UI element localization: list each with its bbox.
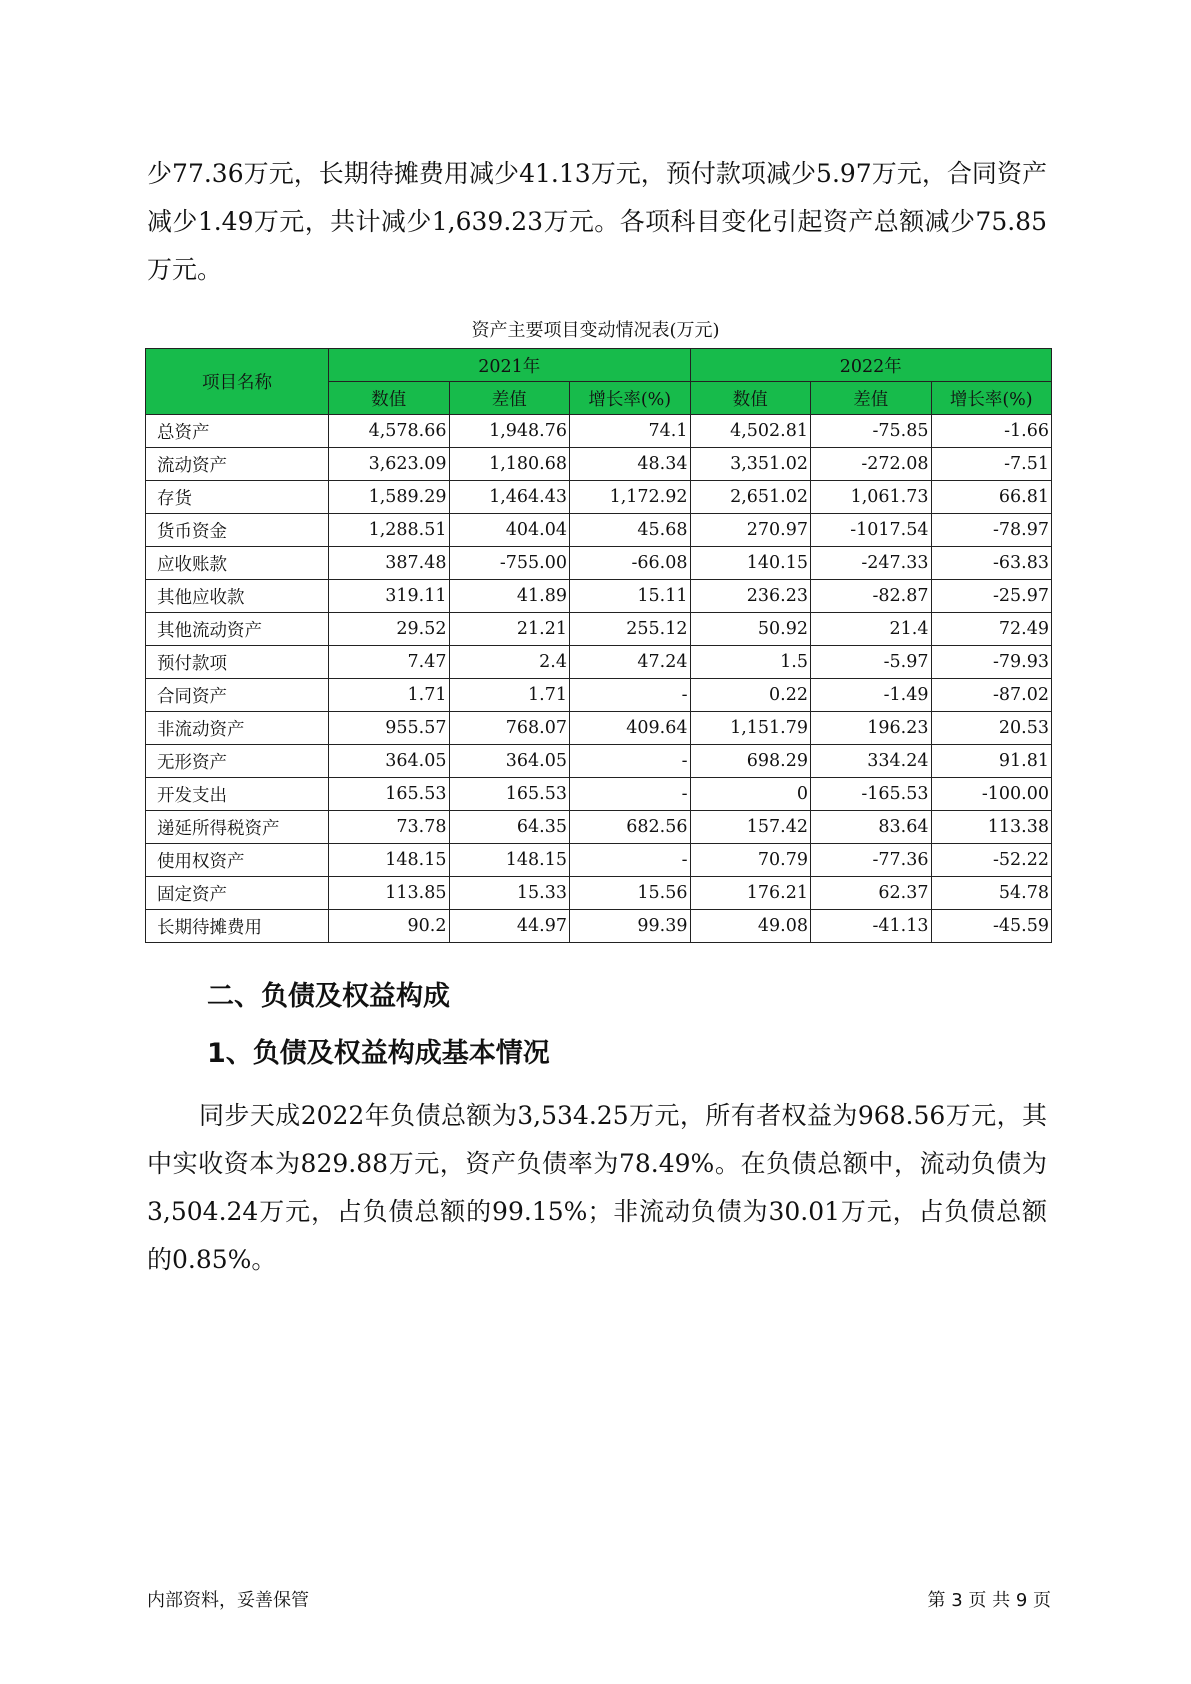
row-item-name: 货币资金 [146, 514, 329, 547]
row-value-cell: 72.49 [931, 613, 1052, 646]
subsection-heading: 1、负债及权益构成基本情况 [207, 1038, 550, 1069]
subheader-growth-2022: 增长率(%) [931, 382, 1052, 415]
row-value-cell: 364.05 [329, 745, 450, 778]
row-value-cell: -77.36 [811, 844, 932, 877]
row-item-name: 其他流动资产 [146, 613, 329, 646]
row-value-cell: 15.33 [449, 877, 570, 910]
row-value-cell: 21.4 [811, 613, 932, 646]
row-value-cell: - [570, 679, 691, 712]
row-value-cell: 270.97 [690, 514, 811, 547]
table-row [146, 844, 1052, 877]
row-value-cell: 157.42 [690, 811, 811, 844]
row-item-name: 开发支出 [146, 778, 329, 811]
row-value-cell: - [570, 844, 691, 877]
row-value-cell: 62.37 [811, 877, 932, 910]
row-value-cell: 0.22 [690, 679, 811, 712]
row-item-name: 合同资产 [146, 679, 329, 712]
row-item-name: 存货 [146, 481, 329, 514]
row-item-name: 使用权资产 [146, 844, 329, 877]
row-value-cell: -7.51 [931, 448, 1052, 481]
row-value-cell: 91.81 [931, 745, 1052, 778]
row-item-name: 递延所得税资产 [146, 811, 329, 844]
section-heading: 二、负债及权益构成 [207, 981, 450, 1012]
table-row [146, 811, 1052, 844]
row-item-name: 应收账款 [146, 547, 329, 580]
row-value-cell: 1.5 [690, 646, 811, 679]
table-row [146, 415, 1052, 448]
row-value-cell: 83.64 [811, 811, 932, 844]
row-value-cell: 48.34 [570, 448, 691, 481]
subheader-growth-2021: 增长率(%) [570, 382, 691, 415]
table-row [146, 679, 1052, 712]
row-value-cell: -63.83 [931, 547, 1052, 580]
row-value-cell: 1,464.43 [449, 481, 570, 514]
row-item-name: 其他应收款 [146, 580, 329, 613]
header-item-name: 项目名称 [146, 349, 329, 415]
row-item-name: 非流动资产 [146, 712, 329, 745]
asset-change-table [145, 348, 1052, 943]
table-row [146, 580, 1052, 613]
row-value-cell: 768.07 [449, 712, 570, 745]
table-row [146, 448, 1052, 481]
row-value-cell: 7.47 [329, 646, 450, 679]
table-row [146, 514, 1052, 547]
row-value-cell: 3,351.02 [690, 448, 811, 481]
row-value-cell: 73.78 [329, 811, 450, 844]
row-value-cell: -79.93 [931, 646, 1052, 679]
row-value-cell: 66.81 [931, 481, 1052, 514]
row-item-name: 流动资产 [146, 448, 329, 481]
row-item-name: 预付款项 [146, 646, 329, 679]
row-value-cell: -66.08 [570, 547, 691, 580]
row-value-cell: -5.97 [811, 646, 932, 679]
row-value-cell: 113.38 [931, 811, 1052, 844]
row-value-cell: 319.11 [329, 580, 450, 613]
row-value-cell: 148.15 [449, 844, 570, 877]
row-value-cell: 196.23 [811, 712, 932, 745]
row-value-cell: 2.4 [449, 646, 570, 679]
row-value-cell: 1.71 [329, 679, 450, 712]
row-value-cell: 47.24 [570, 646, 691, 679]
row-value-cell: 682.56 [570, 811, 691, 844]
row-value-cell: 1,172.92 [570, 481, 691, 514]
row-value-cell: 1,948.76 [449, 415, 570, 448]
row-value-cell: -78.97 [931, 514, 1052, 547]
table-row [146, 712, 1052, 745]
table-row [146, 745, 1052, 778]
intro-paragraph: 少77.36万元，长期待摊费用减少41.13万元，预付款项减少5.97万元，合同资产减少1.49万元，共计减少1,639.23万元。各项科目变化引起资产总额减少75.85万元。 [147, 159, 1047, 284]
row-value-cell: 1.71 [449, 679, 570, 712]
row-value-cell: -272.08 [811, 448, 932, 481]
row-value-cell: -82.87 [811, 580, 932, 613]
row-value-cell: 49.08 [690, 910, 811, 943]
row-value-cell: 2,651.02 [690, 481, 811, 514]
row-value-cell: -1017.54 [811, 514, 932, 547]
footer-confidential-note: 内部资料，妥善保管 [147, 1590, 309, 1611]
row-value-cell: 955.57 [329, 712, 450, 745]
row-value-cell: 334.24 [811, 745, 932, 778]
row-value-cell: 99.39 [570, 910, 691, 943]
row-value-cell: 255.12 [570, 613, 691, 646]
table-caption: 资产主要项目变动情况表(万元) [471, 320, 720, 341]
subheader-value-2021: 数值 [329, 382, 450, 415]
row-value-cell: 113.85 [329, 877, 450, 910]
row-value-cell: 64.35 [449, 811, 570, 844]
row-value-cell: 236.23 [690, 580, 811, 613]
row-value-cell: 148.15 [329, 844, 450, 877]
row-item-name: 无形资产 [146, 745, 329, 778]
row-value-cell: - [570, 778, 691, 811]
table-row [146, 547, 1052, 580]
header-year-2022: 2022年 [690, 349, 1052, 382]
row-value-cell: 90.2 [329, 910, 450, 943]
row-value-cell: - [570, 745, 691, 778]
row-value-cell: 41.89 [449, 580, 570, 613]
liabilities-paragraph: 同步天成2022年负债总额为3,534.25万元，所有者权益为968.56万元，其中实收资本为829.88万元，资产负债率为78.49%。在负债总额中，流动负债为3,504.24万元，占负债总额的99.15%；非流动负债为30.01万元，占负债总额的0.85%。 [147, 1101, 1047, 1274]
row-value-cell: 70.79 [690, 844, 811, 877]
row-value-cell: 387.48 [329, 547, 450, 580]
table-row [146, 910, 1052, 943]
row-value-cell: -41.13 [811, 910, 932, 943]
row-value-cell: 4,502.81 [690, 415, 811, 448]
row-value-cell: -247.33 [811, 547, 932, 580]
table-row [146, 646, 1052, 679]
row-value-cell: 140.15 [690, 547, 811, 580]
row-value-cell: 54.78 [931, 877, 1052, 910]
row-value-cell: -1.66 [931, 415, 1052, 448]
subheader-value-2022: 数值 [690, 382, 811, 415]
row-value-cell: 364.05 [449, 745, 570, 778]
row-value-cell: 74.1 [570, 415, 691, 448]
row-value-cell: -87.02 [931, 679, 1052, 712]
table-row [146, 481, 1052, 514]
header-year-2021: 2021年 [329, 349, 691, 382]
row-value-cell: 1,061.73 [811, 481, 932, 514]
row-value-cell: 15.11 [570, 580, 691, 613]
row-value-cell: -25.97 [931, 580, 1052, 613]
row-value-cell: 176.21 [690, 877, 811, 910]
table-row [146, 877, 1052, 910]
row-value-cell: -100.00 [931, 778, 1052, 811]
table-body [146, 415, 1052, 943]
row-value-cell: 1,589.29 [329, 481, 450, 514]
row-item-name: 长期待摊费用 [146, 910, 329, 943]
row-value-cell: 29.52 [329, 613, 450, 646]
row-value-cell: 165.53 [329, 778, 450, 811]
row-value-cell: -75.85 [811, 415, 932, 448]
row-value-cell: -52.22 [931, 844, 1052, 877]
row-value-cell: 21.21 [449, 613, 570, 646]
row-value-cell: 165.53 [449, 778, 570, 811]
row-value-cell: 1,151.79 [690, 712, 811, 745]
row-item-name: 总资产 [146, 415, 329, 448]
row-value-cell: 3,623.09 [329, 448, 450, 481]
row-value-cell: 4,578.66 [329, 415, 450, 448]
subheader-diff-2021: 差值 [449, 382, 570, 415]
footer-page-number: 第 3 页 共 9 页 [927, 1590, 1051, 1611]
row-item-name: 固定资产 [146, 877, 329, 910]
row-value-cell: -45.59 [931, 910, 1052, 943]
row-value-cell: 1,288.51 [329, 514, 450, 547]
row-value-cell: 15.56 [570, 877, 691, 910]
row-value-cell: 20.53 [931, 712, 1052, 745]
row-value-cell: 45.68 [570, 514, 691, 547]
row-value-cell: 0 [690, 778, 811, 811]
row-value-cell: 409.64 [570, 712, 691, 745]
table-row [146, 613, 1052, 646]
row-value-cell: -1.49 [811, 679, 932, 712]
row-value-cell: 50.92 [690, 613, 811, 646]
row-value-cell: 404.04 [449, 514, 570, 547]
row-value-cell: 698.29 [690, 745, 811, 778]
table-row [146, 778, 1052, 811]
subheader-diff-2022: 差值 [811, 382, 932, 415]
row-value-cell: 1,180.68 [449, 448, 570, 481]
row-value-cell: -165.53 [811, 778, 932, 811]
row-value-cell: -755.00 [449, 547, 570, 580]
row-value-cell: 44.97 [449, 910, 570, 943]
